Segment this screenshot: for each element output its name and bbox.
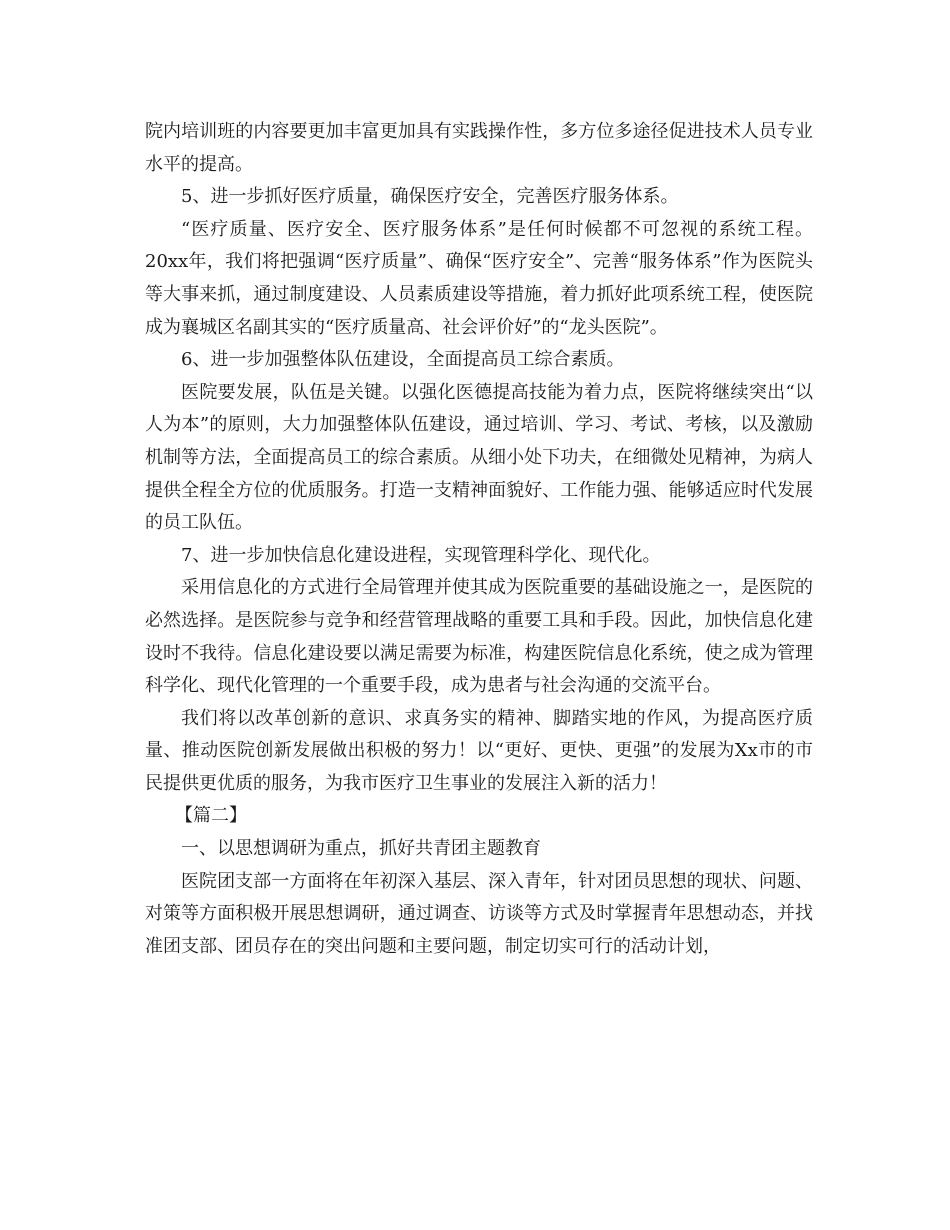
document-body <box>145 116 813 963</box>
heading-section-one: 一、以思想调研为重点，抓好共青团主题教育 <box>181 838 541 860</box>
heading-item-6: 6、进一步加强整体队伍建设，全面提高员工综合素质。 <box>181 349 625 371</box>
heading-item-5: 5、进一步抓好医疗质量，确保医疗安全，完善医疗服务体系。 <box>181 186 679 208</box>
paragraph-informatization: 采用信息化的方式进行全局管理并使其成为医院重要的基础设施之一，是医院的必然选择。是医院参与竞争和经营管理战略的重要工具和手段。因此，加快信息化建设时不我待。信息化建设要以满足需要为标准，构建医院信息化系统，使之成为管理科学化、现代化管理的一个重要手段，成为患者与社会沟通的交流平台。 <box>145 577 813 697</box>
section-marker-part-two: 【篇二】 <box>175 805 247 827</box>
heading-item-7: 7、进一步加快信息化建设进程，实现管理科学化、现代化。 <box>181 544 661 566</box>
paragraph-training-continuation: 院内培训班的内容要更加丰富更加具有实践操作性，多方位多途径促进技术人员专业水平的提高。 <box>145 121 813 175</box>
paragraph-team-building: 医院要发展，队伍是关键。以强化医德提高技能为着力点，医院将继续突出“以人为本”的原则，大力加强整体队伍建设，通过培训、学习、考试、考核，以及激励机制等方法，全面提高员工的综合素质。从细小处下功夫，在细微处见精神，为病人提供全程全方位的优质服务。打造一支精神面貌好、工作能力强、能够适应时代发展的员工队伍。 <box>145 381 813 534</box>
paragraph-medical-quality: “医疗质量、医疗安全、医疗服务体系”是任何时候都不可忽视的系统工程。20xx年，我们将把强调“医疗质量”、确保“医疗安全”、完善“服务体系”作为医院头等大事来抓，通过制度建设、人员素质建设等措施，着力抓好此项系统工程，使医院成为襄城区名副其实的“医疗质量高、社会评价好”的“龙头医院”。 <box>145 218 813 338</box>
paragraph-conclusion: 我们将以改革创新的意识、求真务实的精神、脚踏实地的作风，为提高医疗质量、推动医院创新发展做出积极的努力！以“更好、更快、更强”的发展为Xx市的市民提供更优质的服务，为我市医疗卫生事业的发展注入新的活力！ <box>145 707 813 794</box>
paragraph-league-branch: 医院团支部一方面将在年初深入基层、深入青年，针对团员思想的现状、问题、对策等方面积极开展思想调研，通过调查、访谈等方式及时掌握青年思想动态，并找准团支部、团员存在的突出问题和主要问题，制定切实可行的活动计划， <box>145 870 813 957</box>
